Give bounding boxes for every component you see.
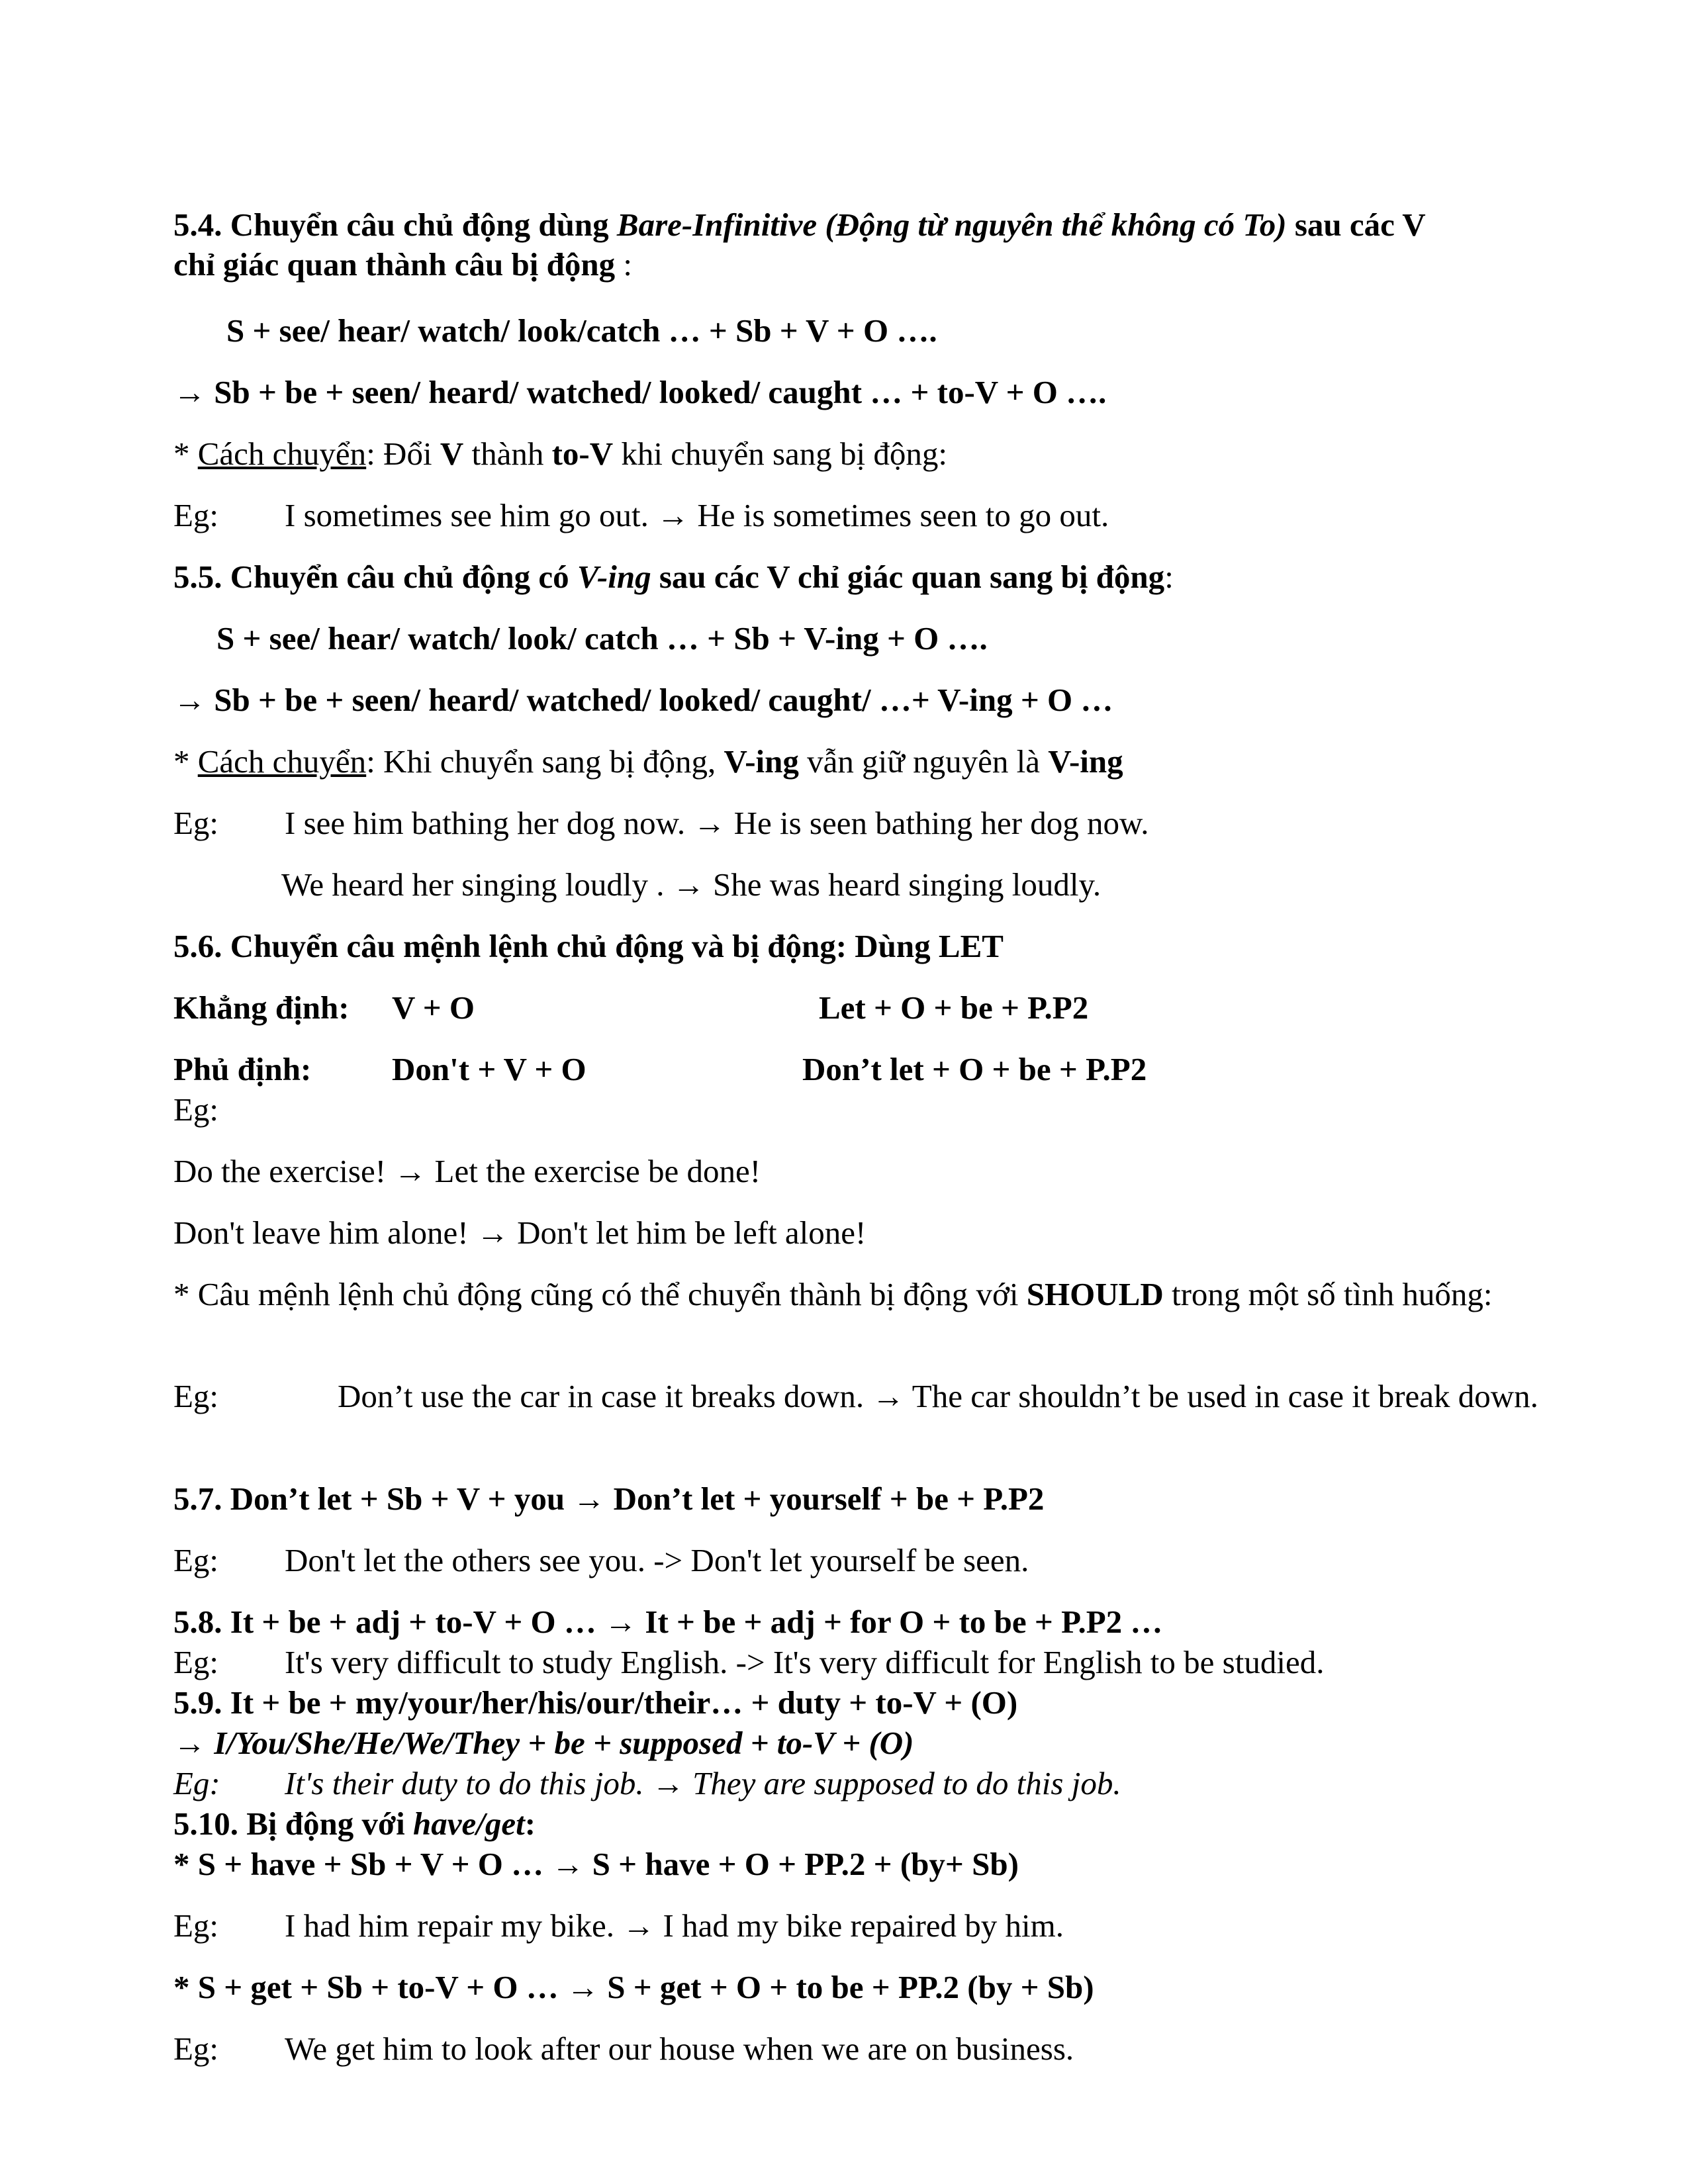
section-5-10-formula-get: * S + get + Sb + to-V + O … → S + get + O + to be + PP.2 (by + Sb): [173, 1969, 1094, 2005]
section-5-6-should-example: [173, 1377, 1570, 1416]
section-5-5-note: * Cách chuyển: Khi chuyển sang bị động, V-ing vẫn giữ nguyên là V-ing: [173, 743, 1123, 780]
section-5-9-formula: → I/You/She/He/We/They + be + supposed + to-V + (O): [173, 1725, 914, 1761]
eg-label: Eg:: [173, 1378, 219, 1414]
eg-label: Eg:: [173, 805, 219, 841]
eg-text: Don't let the others see you. -> Don't let yourself be seen.: [285, 1542, 1029, 1578]
section-5-6-eg-label: Eg:: [173, 1091, 219, 1128]
eg-label: Eg:: [173, 497, 219, 533]
eg-text: I see him bathing her dog now. → He is seen bathing her dog now.: [285, 805, 1149, 841]
eg-label: Eg:: [173, 1644, 219, 1680]
negative-label: Phủ định:: [173, 1051, 312, 1087]
section-5-10-heading: 5.10. Bị động với have/get:: [173, 1805, 536, 1842]
section-5-4-heading: 5.4. Chuyển câu chủ động dùng Bare-Infinitive (Động từ nguyên thể không có To) sau các V chỉ giác quan thành câu bị động :: [173, 206, 1426, 283]
negative-active: Don't + V + O: [392, 1051, 586, 1087]
eg-text: I had him repair my bike. → I had my bike repaired by him.: [285, 1907, 1064, 1944]
eg-text: I sometimes see him go out. → He is sometimes seen to go out.: [285, 497, 1109, 533]
affirmative-active: V + O: [392, 989, 475, 1026]
section-5-4-formula-active: S + see/ hear/ watch/ look/catch … + Sb + V + O ….: [226, 312, 937, 349]
eg-label: Eg:: [173, 1542, 219, 1578]
section-5-5-formula-passive: → Sb + be + seen/ heard/ watched/ looked/ caught/ …+ V-ing + O …: [173, 682, 1113, 718]
section-5-6-example-2: Don't leave him alone! → Don't let him be left alone!: [173, 1214, 867, 1251]
section-5-10-formula-have: * S + have + Sb + V + O … → S + have + O + PP.2 + (by+ Sb): [173, 1846, 1019, 1882]
section-5-4-note: * Cách chuyển: Đổi V thành to-V khi chuyển sang bị động:: [173, 435, 948, 472]
section-5-6-should-note: * Câu mệnh lệnh chủ động cũng có thể chuyển thành bị động với SHOULD trong một số tình huống:: [173, 1276, 1493, 1312]
eg-text: It's their duty to do this job. → They are supposed to do this job.: [285, 1765, 1121, 1801]
section-5-4-formula-passive: → Sb + be + seen/ heard/ watched/ looked/ caught … + to-V + O ….: [173, 374, 1107, 410]
eg-label: Eg:: [173, 2030, 219, 2067]
section-5-6-heading: 5.6. Chuyển câu mệnh lệnh chủ động và bị động: Dùng LET: [173, 928, 1004, 964]
section-5-7-heading: 5.7. Don’t let + Sb + V + you → Don’t let + yourself + be + P.P2: [173, 1480, 1045, 1517]
eg-label: Eg:: [173, 1765, 220, 1801]
affirmative-label: Khẳng định:: [173, 989, 350, 1026]
section-5-5-formula-active: S + see/ hear/ watch/ look/ catch … + Sb + V-ing + O ….: [216, 620, 988, 657]
eg-text: It's very difficult to study English. -> It's very difficult for English to be studied.: [285, 1644, 1325, 1680]
negative-passive: Don’t let + O + be + P.P2: [802, 1051, 1147, 1087]
section-5-6-example-1: Do the exercise! → Let the exercise be done!: [173, 1153, 761, 1189]
eg-text: Don’t use the car in case it breaks down. → The car shouldn’t be used in case it break down.: [338, 1378, 1538, 1414]
section-5-5-heading: 5.5. Chuyển câu chủ động có V-ing sau các V chỉ giác quan sang bị động:: [173, 559, 1174, 595]
eg-text: We get him to look after our house when we are on business.: [285, 2030, 1074, 2067]
eg-label: Eg:: [173, 1907, 219, 1944]
section-5-8-heading: 5.8. It + be + adj + to-V + O … → It + be + adj + for O + to be + P.P2 …: [173, 1604, 1163, 1640]
section-5-5-example-2: We heard her singing loudly . → She was heard singing loudly.: [281, 866, 1102, 903]
affirmative-passive: Let + O + be + P.P2: [819, 989, 1089, 1026]
section-5-9-heading: 5.9. It + be + my/your/her/his/our/their… + duty + to-V + (O): [173, 1684, 1018, 1721]
